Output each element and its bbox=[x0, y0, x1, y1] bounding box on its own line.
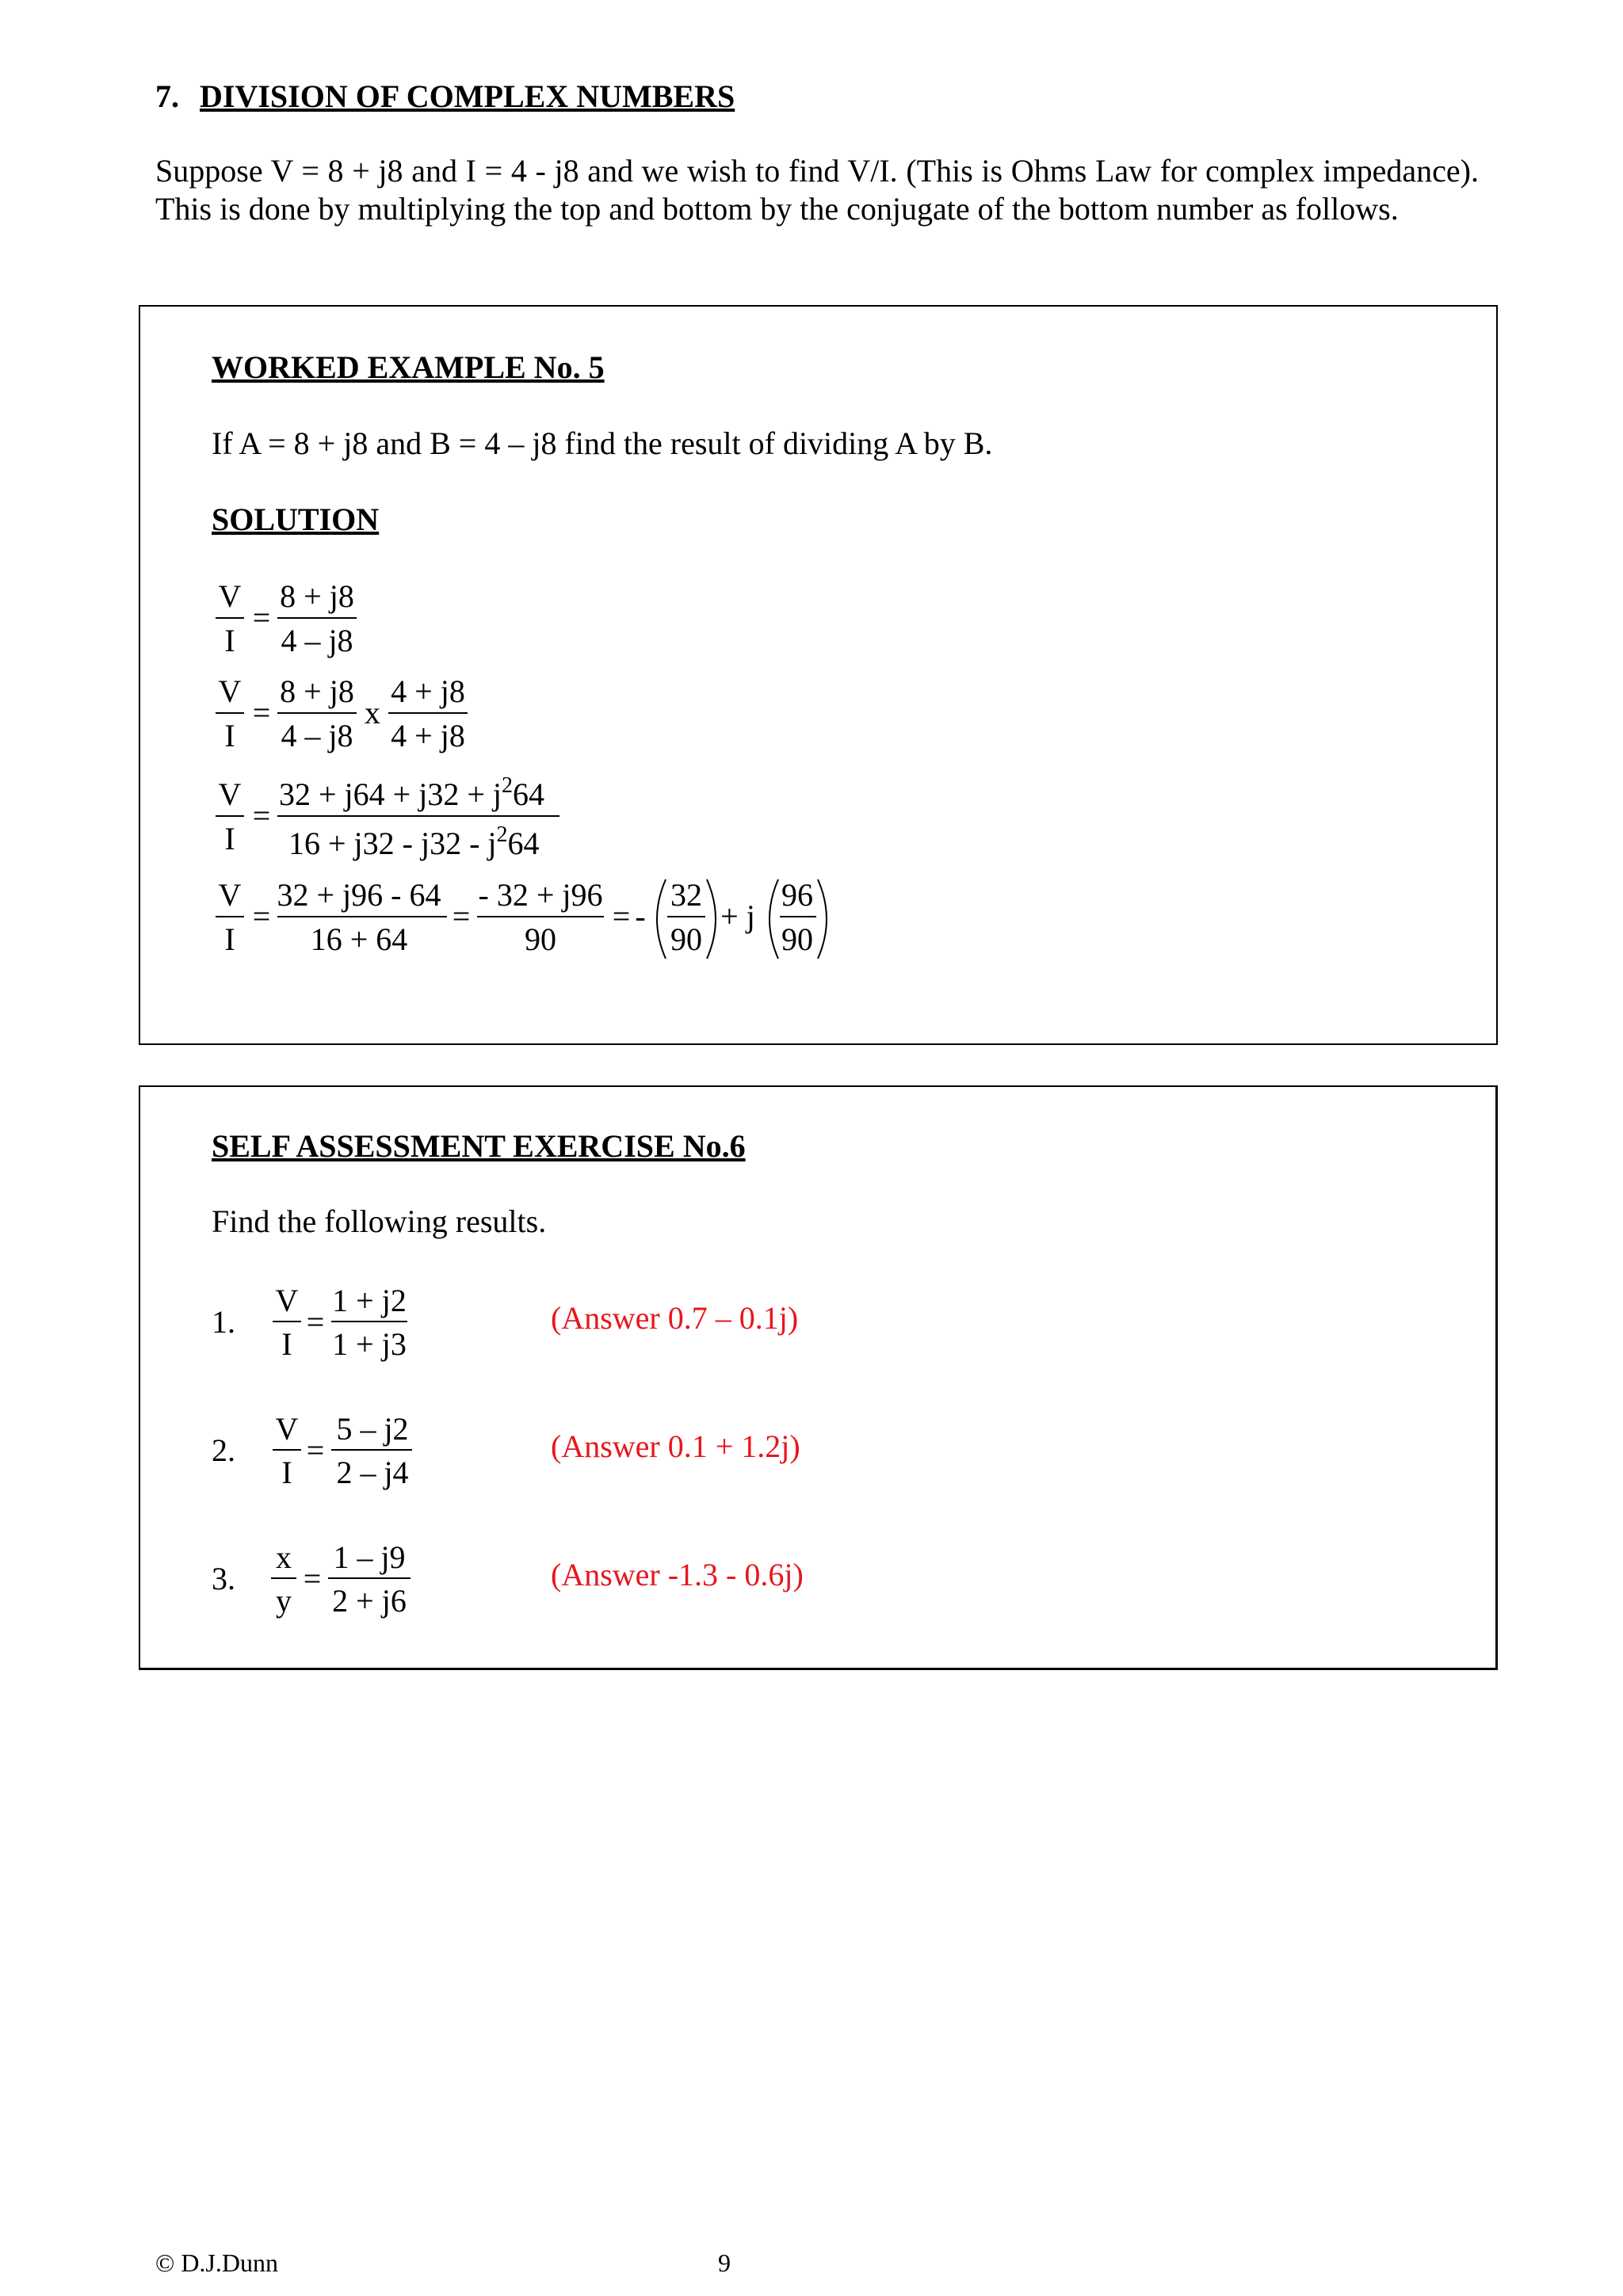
svg-text:=: = bbox=[612, 898, 631, 934]
equation-1 bbox=[216, 578, 357, 658]
exercise-item-1-answer: (Answer 0.7 – 0.1j) bbox=[551, 1300, 799, 1336]
exercise-box bbox=[139, 1085, 1498, 1670]
eq4-lhs-den: I bbox=[224, 921, 235, 957]
eq4-neg: - bbox=[635, 898, 646, 934]
eq2-den2: 4 + j8 bbox=[391, 718, 465, 753]
exercise-item-2-lhs-den: I bbox=[281, 1455, 292, 1490]
eq3-lhs-den: I bbox=[224, 821, 235, 856]
exercise-heading: SELF ASSESSMENT EXERCISE No.6 bbox=[212, 1128, 746, 1164]
svg-text:=: = bbox=[306, 1432, 325, 1468]
exercise-item-2-index: 2. bbox=[212, 1432, 235, 1468]
exercise-item-2-den: 2 – j4 bbox=[336, 1455, 409, 1490]
footer-page-number: 9 bbox=[718, 2248, 731, 2277]
eq4-p1-num: 32 bbox=[670, 877, 702, 913]
eq1-den: 4 – j8 bbox=[281, 623, 353, 658]
svg-text:=: = bbox=[252, 695, 271, 730]
eq4-p2-den: 90 bbox=[781, 921, 813, 957]
svg-text:=: = bbox=[252, 898, 271, 934]
worked-example-heading: WORKED EXAMPLE No. 5 bbox=[212, 349, 605, 385]
eq4-plus-j: + j bbox=[720, 898, 755, 934]
eq4-den2: 90 bbox=[525, 921, 556, 957]
exercise-item-3-den: 2 + j6 bbox=[332, 1583, 407, 1619]
intro-paragraph: Suppose V = 8 + j8 and I = 4 - j8 and we wish to find V/I. (This is Ohms Law for complex impedance). This is done by multiplying the top and bottom by the conjugate of the bottom number as follows. bbox=[155, 153, 1479, 227]
exercise-intro: Find the following results. bbox=[212, 1203, 547, 1239]
exercise-item-1-lhs-den: I bbox=[281, 1326, 292, 1362]
eq1-num: 8 + j8 bbox=[280, 578, 354, 614]
section-title: DIVISION OF COMPLEX NUMBERS bbox=[200, 78, 735, 114]
eq2-lhs-den: I bbox=[224, 718, 235, 753]
svg-text:=: = bbox=[303, 1561, 322, 1596]
eq2-num1: 8 + j8 bbox=[280, 673, 354, 709]
eq3-den: $16 + j32 - j32 - j^264$ bbox=[288, 822, 540, 861]
section-number: 7. bbox=[155, 78, 179, 114]
eq2-den1: 4 – j8 bbox=[281, 718, 353, 753]
eq4-num2: - 32 + j96 bbox=[478, 877, 603, 913]
equation-2 bbox=[216, 673, 468, 753]
eq1-lhs-num: V bbox=[218, 578, 242, 614]
exercise-item-2-num: 5 – j2 bbox=[336, 1411, 409, 1447]
exercise-item-2-lhs-num: V bbox=[275, 1411, 299, 1447]
exercise-item-3-answer: (Answer -1.3 - 0.6j) bbox=[551, 1557, 804, 1592]
eq2-num2: 4 + j8 bbox=[391, 673, 465, 709]
svg-text:=: = bbox=[252, 600, 271, 635]
eq3-lhs-num: V bbox=[218, 776, 242, 812]
svg-text:=: = bbox=[452, 898, 471, 934]
eq2-lhs-num: V bbox=[218, 673, 242, 709]
exercise-item-1-num: 1 + j2 bbox=[332, 1283, 407, 1318]
solution-heading: SOLUTION bbox=[212, 502, 380, 537]
svg-text:=: = bbox=[306, 1304, 325, 1340]
equation-3 bbox=[216, 773, 559, 861]
eq2-times: x bbox=[365, 695, 380, 730]
exercise-item-3-lhs-num: x bbox=[276, 1539, 292, 1575]
eq4-den1: 16 + 64 bbox=[310, 921, 408, 957]
eq4-lhs-num: V bbox=[218, 877, 242, 913]
exercise-item-3-num: 1 – j9 bbox=[333, 1539, 406, 1575]
exercise-item-1-index: 1. bbox=[212, 1304, 235, 1340]
footer-copyright: © D.J.Dunn bbox=[155, 2248, 278, 2277]
exercise-item-1-lhs-num: V bbox=[275, 1283, 299, 1318]
eq1-lhs-den: I bbox=[224, 623, 235, 658]
eq3-num: $32 + j64 + j32 + j^264$ bbox=[279, 773, 545, 812]
worked-example-question: If A = 8 + j8 and B = 4 – j8 find the result of dividing A by B. bbox=[212, 425, 993, 461]
exercise-item-3-lhs-den: y bbox=[276, 1583, 292, 1619]
equation-4 bbox=[216, 877, 827, 959]
exercise-item-3-index: 3. bbox=[212, 1561, 235, 1596]
svg-text:=: = bbox=[252, 798, 271, 833]
exercise-item-2-answer: (Answer 0.1 + 1.2j) bbox=[551, 1428, 800, 1464]
eq4-num1: 32 + j96 - 64 bbox=[277, 877, 441, 913]
exercise-item-1-den: 1 + j3 bbox=[332, 1326, 407, 1362]
eq4-p2-num: 96 bbox=[781, 877, 813, 913]
eq4-p1-den: 90 bbox=[670, 921, 702, 957]
